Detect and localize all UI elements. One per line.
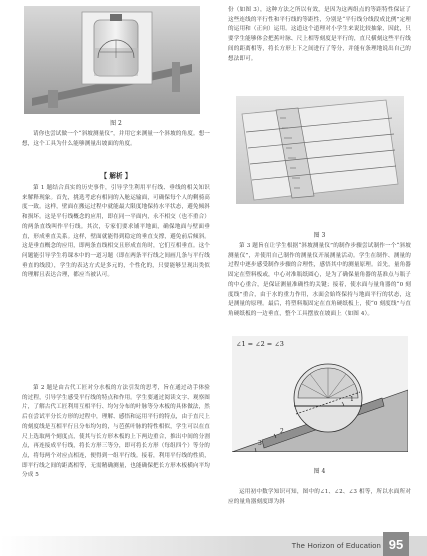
figure-4-caption: 图 4 xyxy=(313,468,326,475)
figure-2-illustration xyxy=(24,6,200,114)
journal-name: The Horizon of Education xyxy=(291,541,381,550)
analysis-paragraph-continued: 份（如图 3），这种方法之所以有效，是因为这两组点的等距特性保证了这些连线的平行性和平行线的等距性，分别是“平行线分线段成比例”定理的运用和（正向）运用。这道这个道理对小学生来说比较抽象，因此，只要学生能够体会把蕉叶脉、尺上相等刻度是平行的，直尺横刻这些平行线间的距离相等，将长方形上下之间进行了等分，并能有条理地说出自己的想法即可。 xyxy=(228,7,411,62)
figure-3-illustration xyxy=(236,96,404,204)
intro-paragraph: 请你也尝试做一个“斜坡测量仪”，并用它来测量一个斜坡的角度。想一想，这个工具为什么能够测量出坡面的角度。 xyxy=(22,131,210,147)
figure-4-angle-equation: ∠1 = ∠2 = ∠3 xyxy=(236,340,284,348)
analysis-paragraph-3: 第 3 题旨在让学生根据“斜坡测量仪”的制作步骤尝试制作一个“斜坡测量仪”，并使用自己制作的测量仪开展测量活动。学生在制作、测量的过程中逐步感受制作步骤的合理性，感悟其中的测量原理。首先，量角器固定在塑料板或，中心对准瓶纸圆心，是为了确保量角器的基准点与瓶子的中心重合，是保证测量准确性的关键；接着，使水面与量角器的“0 刻度线”重合，由于水的重力作用，水面会始终保持与地面平行的状态，这是测量的原理。最后，将塑料瓶固定在直角硬纸板上，使“0 刻度线”与直角硬纸板的一边垂直，整个工具摆放在坡面上（如图 4）。 xyxy=(228,243,411,317)
page-number: 95 xyxy=(383,532,409,556)
figure-4-angle-2-label: 2 xyxy=(280,428,284,435)
figure-2-image xyxy=(24,6,200,114)
figure-4-diagram xyxy=(232,336,408,452)
analysis-paragraph-1: 第 1 题结合真实的历史事件，引导学生利用平行线、垂线的相关知识来解释现象。首先，挑选考虑有相同的入舱运输面，可确保每个人的剩骑高度一致。这样，壁面在搬运过程中就能最大限度地保持水平状态，避免倾斜和损坏。这是平行线概念的应用，即在同一平面内，永不相交（也不重合）的两条直线叫作平行线。其次，专家们要求铺平地面，确保地面与壁面垂直，形成垂直关系。这样，壁面就能得到稳定的垂直支撑，避免前后倾斜。这是垂直概念的应用，即两条直线相交且形成直角时，它们互相垂直。这个问题能引导学生将课本中的一道习题（即在两条平行线之间画几条与平行线垂直的线段），学生的表达方式是多元的，个性化的，只要能够呈现出类似的理解且表达合理，都应当被认可。 xyxy=(22,185,210,279)
figure-4-angle-1-label: 1 xyxy=(350,396,354,403)
analysis-paragraph-4: 运用初中数学知识可知，图中的∠1、∠2、∠3 相等，所以水面所对应的量角器刻度即为斜 xyxy=(228,489,411,505)
figure-2-caption: 图 2 xyxy=(110,120,122,127)
analysis-heading: 【 解析 】 xyxy=(100,172,132,180)
figure-4-angle-3-label: 3 xyxy=(258,440,262,447)
figure-3-image xyxy=(236,96,404,204)
figure-3-caption: 图 3 xyxy=(313,232,326,239)
figure-4-image xyxy=(232,336,408,452)
analysis-paragraph-2: 第 2 题是由古代工匠对分水板的方法引发的思考，旨在通过动手体验的过程，引导学生感受平行线的特点和作用。学生要通过阅读文字、观察图片，了解古代工匠利用互相平行、均匀分布的叶脉等分木板的具体做法，然后在尝试平分长方形的过程中，理解、感悟和运用平行的特点，由于直尺上的刻度线是互相平行且分布均匀的，与芭蕉叶脉的特性相似，学生可以在直尺上选取两个刻度点，使其与长方形木板的上下两边重合，推出中间的分割点，再连接成平行线，将长方形三等分，即可将长方形（每组四个）等分的点，将每两个对应点相连，便得到一组平行线。接着，利用平行线的性质，即平行线之间的距离相等，无需精确测量，也能确保把长方形木板横向平均分成 5 xyxy=(22,385,210,479)
